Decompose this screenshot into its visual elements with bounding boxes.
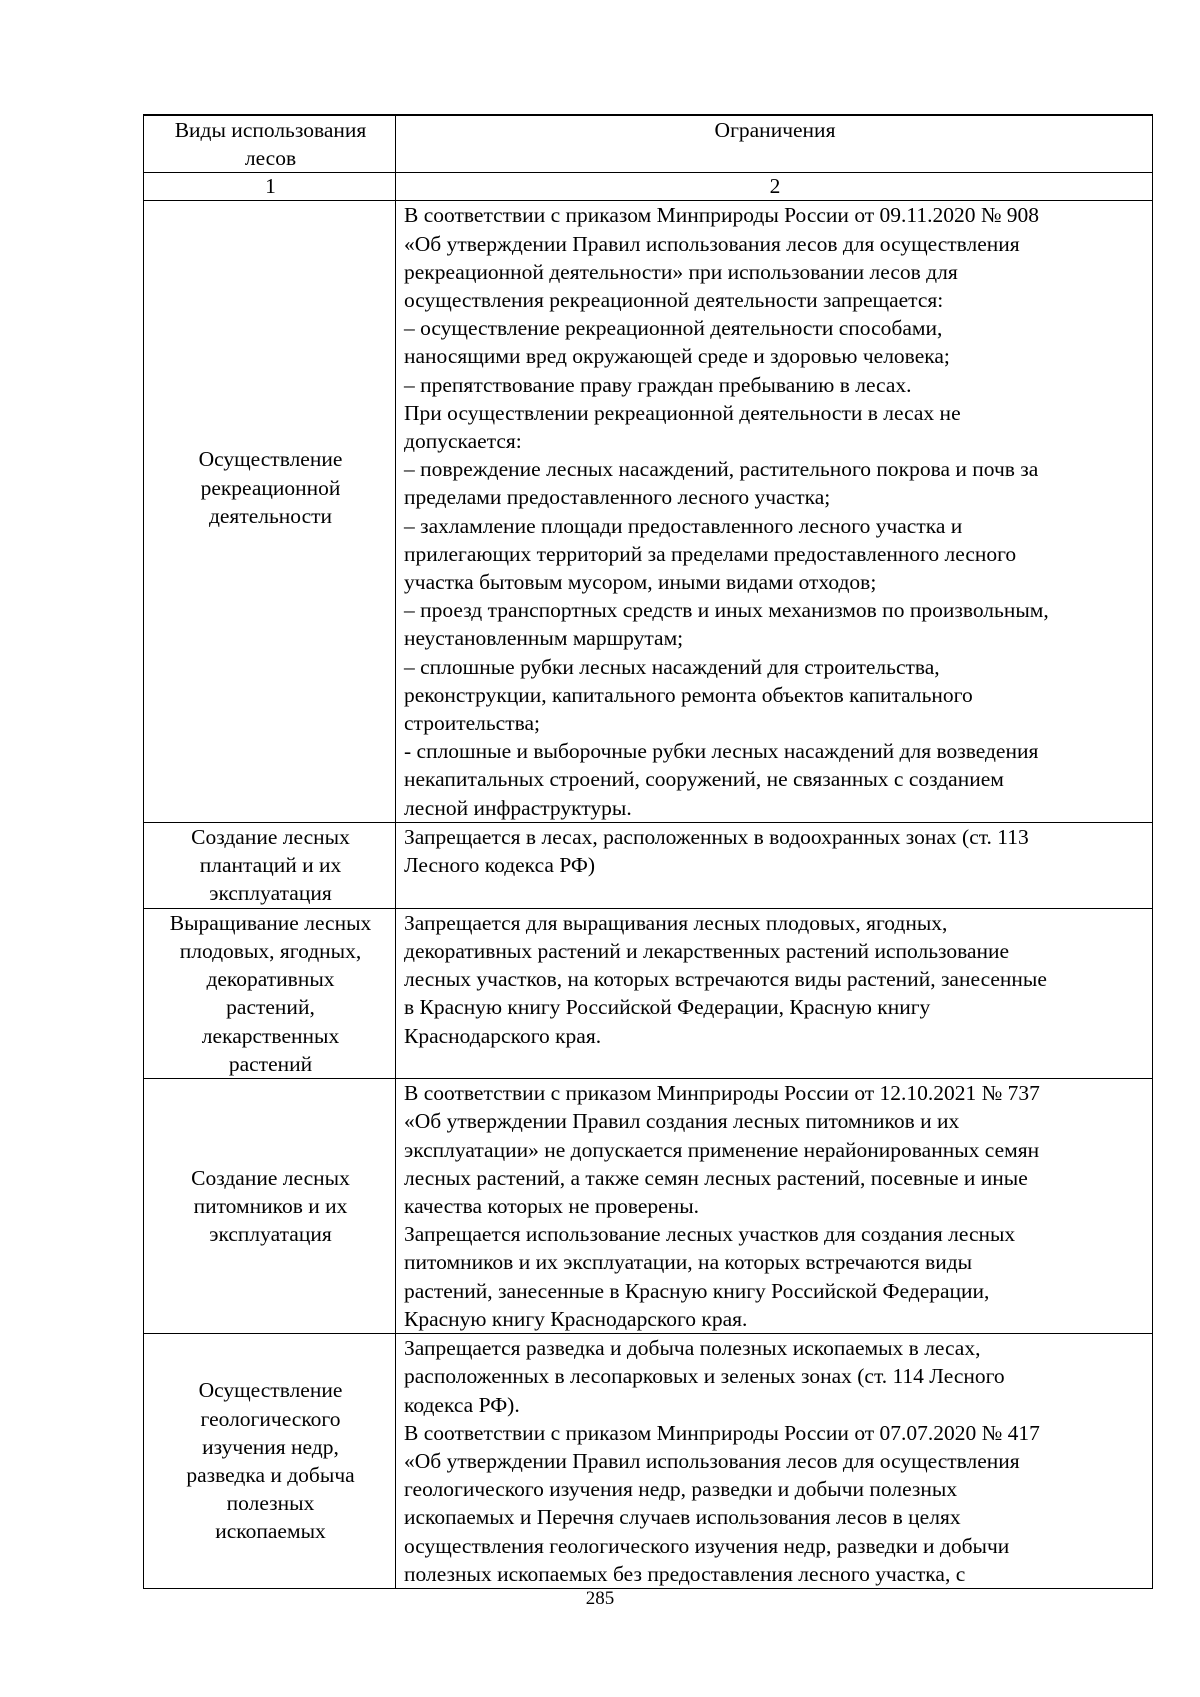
kind-line: растений	[228, 1051, 313, 1076]
kind-line: Осуществление	[198, 1378, 343, 1403]
kind-line: Выращивание лесных	[169, 910, 372, 935]
column-number-2: 2	[396, 173, 1153, 201]
restriction-line: Запрещается разведка и добыча полезных ископаемых в лесах,	[404, 1336, 981, 1361]
restriction-line: – сплошные рубки лесных насаждений для строительства,	[404, 654, 940, 679]
restriction-line: В соответствии с приказом Минприроды России от 07.07.2020 № 417	[404, 1420, 1040, 1445]
header-forest-use-types	[144, 115, 396, 173]
restriction-line: допускается:	[404, 429, 522, 454]
row-kind-nurseries	[144, 1079, 396, 1334]
header-col1-label: Виды использования лесов	[174, 118, 367, 171]
kind-line: геологического	[200, 1406, 341, 1431]
table-row	[144, 1079, 1153, 1334]
kind-line: растений,	[226, 995, 315, 1020]
restriction-line: строительства;	[404, 711, 541, 736]
restriction-line: «Об утверждении Правил использования лесов для осуществления	[404, 231, 1020, 256]
restriction-line: «Об утверждении Правил использования лесов для осуществления	[404, 1448, 1020, 1473]
restriction-line: – осуществление рекреационной деятельности способами,	[404, 316, 943, 341]
row-restrictions-plantations	[396, 822, 1153, 908]
kind-line: Осуществление	[198, 447, 343, 472]
restriction-line: – захламление площади предоставленного лесного участка и	[404, 513, 963, 538]
row-restrictions-nurseries	[396, 1079, 1153, 1334]
column-number-row	[144, 173, 1153, 201]
row-restrictions-geology	[396, 1334, 1153, 1589]
kind-line: деятельности	[208, 503, 333, 528]
restriction-line: геологического изучения недр, разведки и добычи полезных	[404, 1477, 958, 1502]
restriction-line: неустановленным маршрутам;	[404, 626, 684, 651]
restriction-line: реконструкции, капитального ремонта объектов капитального	[404, 682, 973, 707]
row-kind-plantations	[144, 822, 396, 908]
restriction-line: наносящими вред окружающей среде и здоровью человека;	[404, 344, 950, 369]
kind-line: плантаций и их	[199, 853, 342, 878]
forest-use-restrictions-table	[143, 114, 1153, 1589]
restriction-line: рекреационной деятельности» при использовании лесов для	[404, 259, 958, 284]
restriction-line: При осуществлении рекреационной деятельности в лесах не	[404, 400, 961, 425]
restriction-line: лесных участков, на которых встречаются виды растений, занесенные	[404, 967, 1047, 992]
restriction-line: В соответствии с приказом Минприроды России от 09.11.2020 № 908	[404, 203, 1040, 228]
restriction-line: растений, занесенные в Красную книгу Российской Федерации,	[404, 1278, 990, 1303]
restriction-line: Запрещается использование лесных участков для создания лесных	[404, 1222, 1016, 1247]
kind-line: Создание лесных	[191, 1165, 350, 1190]
column-number-1: 1	[144, 173, 396, 201]
restriction-line: Запрещается в лесах, расположенных в водоохранных зонах (ст. 113	[404, 824, 1029, 849]
kind-line: питомников и их	[193, 1193, 348, 1218]
row-kind-geology	[144, 1334, 396, 1589]
restriction-line: ископаемых и Перечня случаев использования лесов в целях	[404, 1505, 961, 1530]
kind-line: рекреационной	[200, 475, 341, 500]
kind-line: плодовых, ягодных,	[179, 939, 362, 964]
restriction-line: прилегающих территорий за пределами предоставленного лесного	[404, 541, 1017, 566]
kind-line: разведка и добыча	[186, 1463, 355, 1487]
restriction-line: эксплуатации» не допускается применение нерайонированных семян	[404, 1137, 1040, 1162]
kind-line: эксплуатация	[209, 1222, 332, 1247]
restriction-line: участка бытовым мусором, иными видами отходов;	[404, 570, 877, 595]
header-col2-label: Ограничения	[714, 118, 836, 142]
restriction-line: осуществления рекреационной деятельности запрещается:	[404, 288, 944, 313]
row-restrictions-cultivation	[396, 908, 1153, 1078]
restriction-line: Запрещается для выращивания лесных плодовых, ягодных,	[404, 910, 948, 935]
kind-line: ископаемых	[215, 1519, 326, 1544]
kind-line: Создание лесных	[191, 824, 350, 849]
kind-line: декоративных	[206, 967, 335, 992]
table-row	[144, 1334, 1153, 1589]
restriction-line: Краснодарского края.	[404, 1023, 602, 1048]
kind-line: эксплуатация	[209, 881, 332, 906]
restriction-line: лесной инфраструктуры.	[404, 795, 632, 820]
restriction-line: - сплошные и выборочные рубки лесных насаждений для возведения	[404, 739, 1039, 764]
kind-line: полезных	[226, 1491, 315, 1516]
restriction-line: В соответствии с приказом Минприроды России от 12.10.2021 № 737	[404, 1081, 1040, 1106]
restriction-line: «Об утверждении Правил создания лесных питомников и их	[404, 1109, 960, 1134]
table-header-row	[144, 115, 1153, 173]
restriction-line: – препятствование праву граждан пребыванию в лесах.	[404, 372, 912, 397]
row-kind-recreation	[144, 201, 396, 822]
row-restrictions-recreation	[396, 201, 1153, 822]
restriction-line: питомников и их эксплуатации, на которых встречаются виды	[404, 1250, 973, 1275]
restriction-line: – повреждение лесных насаждений, растительного покрова и почв за	[404, 457, 1039, 482]
page-number: 285	[585, 1588, 615, 1609]
restriction-line: лесных растений, а также семян лесных растений, посевные и иные	[404, 1165, 1028, 1190]
restriction-line: – проезд транспортных средств и иных механизмов по произвольным,	[404, 598, 1049, 623]
row-kind-cultivation	[144, 908, 396, 1078]
table-row	[144, 201, 1153, 822]
restriction-line: некапитальных строений, сооружений, не связанных с созданием	[404, 767, 1004, 792]
kind-line: лекарственных	[201, 1023, 340, 1048]
table-row	[144, 822, 1153, 908]
restriction-line: осуществления геологического изучения недр, разведки и добычи	[404, 1533, 1010, 1558]
restriction-line: расположенных в лесопарковых и зеленых зонах (ст. 114 Лесного	[404, 1364, 1005, 1389]
restriction-line: полезных ископаемых без предоставления лесного участка, с	[404, 1561, 966, 1586]
restriction-line: Лесного кодекса РФ)	[404, 853, 596, 878]
restriction-line: Красную книгу Краснодарского края.	[404, 1306, 748, 1331]
header-restrictions	[396, 115, 1153, 173]
restriction-line: в Красную книгу Российской Федерации, Красную книгу	[404, 995, 931, 1020]
restriction-line: качества которых не проверены.	[404, 1193, 700, 1218]
table-row	[144, 908, 1153, 1078]
restriction-line: декоративных растений и лекарственных растений использование	[404, 939, 1010, 964]
restriction-line: кодекса РФ).	[404, 1392, 520, 1417]
restriction-line: пределами предоставленного лесного участка;	[404, 485, 831, 510]
kind-line: изучения недр,	[202, 1434, 339, 1459]
